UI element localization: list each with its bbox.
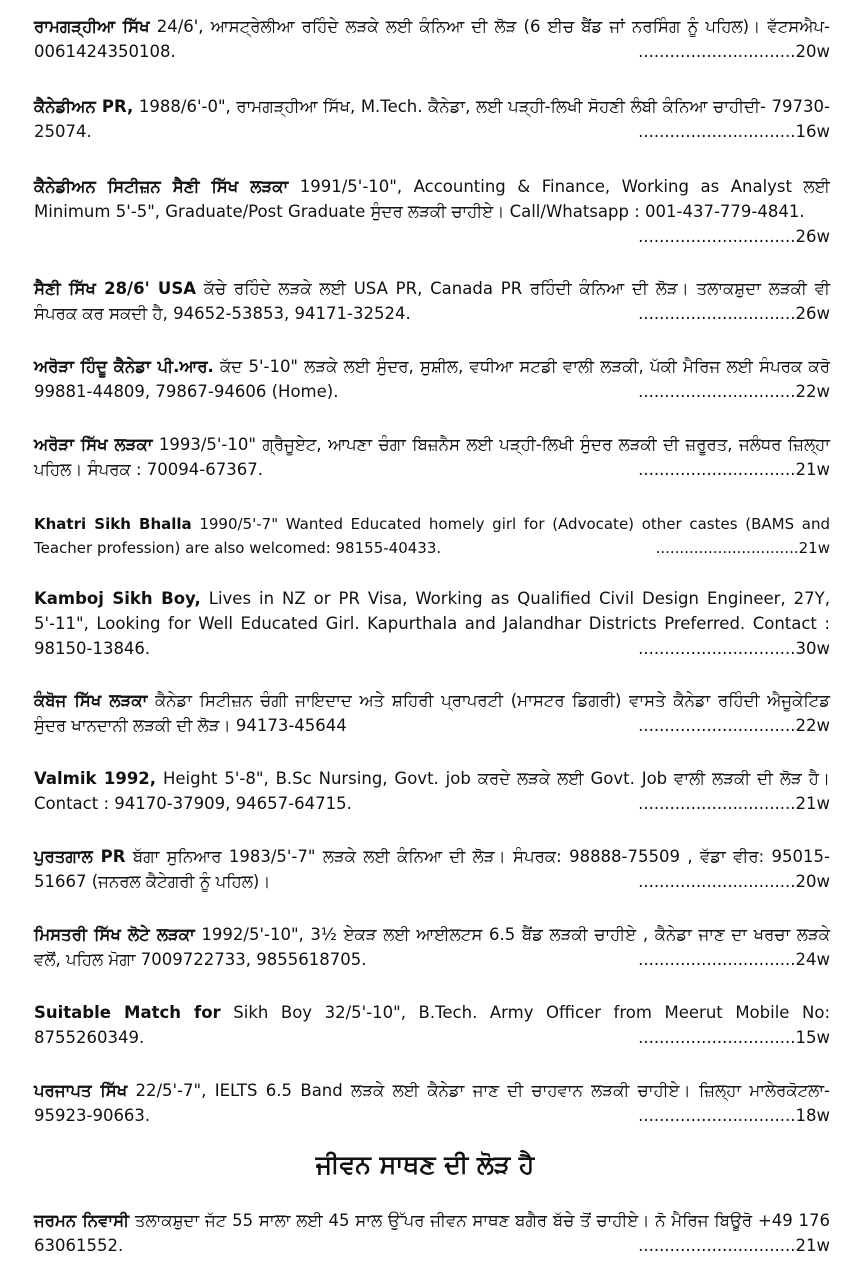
ad-body: ਕੱਚੇ ਰਹਿੰਦੇ ਲੜਕੇ ਲਈ USA PR, Canada PR ਰਹਿੰਦੀ ਕੰਨਿਆ ਦੀ ਲੋੜ। ਤਲਾਕਸ਼ੁਦਾ ਲੜਕੀ ਵੀ ਸੰਪਰਕ ਕਰ ਸਕਦੀ ਹੈ, 94652-53853, 94171-32524. <box>34 279 831 323</box>
ad-kamboj-sikh-boy <box>34 586 830 661</box>
ad-body: ਕੈਨੇਡਾ ਸਿਟੀਜ਼ਨ ਚੰਗੀ ਜਾਇਦਾਦ ਅਤੇ ਸ਼ਹਿਰੀ ਪ੍ਰਾਪਰਟੀ (ਮਾਸਟਰ ਡਿਗਰੀ) ਵਾਸਤੇ ਕੈਨੇਡਾ ਰਹਿੰਦੀ ਐਜੂਕੇਟਿਡ ਸੁੰਦਰ ਖਾਨਦਾਨੀ ਲੜਕੀ ਦੀ ਲੋੜ। 94173-45644 <box>34 691 830 735</box>
ad-head: Khatri Sikh Bhalla <box>34 515 192 533</box>
word-count: ..............................21w <box>655 539 830 557</box>
ad-head: Suitable Match for <box>34 1003 221 1022</box>
word-count: ..............................21w <box>638 460 830 479</box>
ad-body: 1993/5'-10" ਗ੍ਰੈਜੂਏਟ, ਆਪਣਾ ਚੰਗਾ ਬਿਜ਼ਨੈਸ ਲਈ ਪੜ੍ਹੀ-ਲਿਖੀ ਸੁੰਦਰ ਲੜਕੀ ਦੀ ਜ਼ਰੂਰਤ, ਜਲੰਧਰ ਜ਼ਿਲ੍ਹਾ ਪਹਿਲ। ਸੰਪਰਕ : 70094-67367. <box>34 435 830 479</box>
ad-head: ਮਿਸਤਰੀ ਸਿੱਖ ਲੋਟੇ ਲੜਕਾ <box>34 925 195 944</box>
ad-body: 1988/6'-0", ਰਾਮਗੜ੍ਹੀਆ ਸਿੱਖ, M.Tech. ਕੈਨੇਡਾ, ਲਈ ਪੜ੍ਹੀ-ਲਿਖੀ ਸੋਹਣੀ ਲੰਬੀ ਕੰਨਿਆ ਚਾਹੀਦੀ- 79730-25074. <box>34 97 830 141</box>
ad-german-resident <box>34 1208 830 1258</box>
ad-head: ਕੈਨੇਡੀਅਨ ਸਿਟੀਜ਼ਨ ਸੈਣੀ ਸਿੱਖ ਲੜਕਾ <box>34 177 289 196</box>
ad-head: ਕੰਬੋਜ ਸਿੱਖ ਲੜਕਾ <box>34 691 148 710</box>
ad-text <box>34 174 830 224</box>
word-count: ..............................22w <box>638 382 830 401</box>
ad-suitable-match <box>34 1000 830 1050</box>
word-count: ..............................22w <box>638 716 830 735</box>
ad-head: ਜਰਮਨ ਨਿਵਾਸੀ <box>34 1211 130 1230</box>
ad-khatri-sikh <box>34 512 830 560</box>
ad-body: Lives in NZ or PR Visa, Working as Qualified Civil Design Engineer, 27Y, 5'-11", Looking for Well Educated Girl. Kapurthala and Jalandhar Districts Preferred. Contact : 98150-13846. <box>34 589 830 658</box>
ad-head: ਪੁਰਤਗਾਲ PR <box>34 847 126 866</box>
ad-head: Valmik 1992, <box>34 769 157 788</box>
ad-body: 22/5'-7", IELTS 6.5 Band ਲੜਕੇ ਲਈ ਕੈਨੇਡਾ ਜਾਣ ਦੀ ਚਾਹਵਾਨ ਲੜਕੀ ਚਾਹੀਏ। ਜ਼ਿਲ੍ਹਾ ਮਾਲੇਰਕੋਟਲਾ- 95923-90663. <box>34 1081 831 1125</box>
ad-body: 1991/5'-10", Accounting & Finance, Working as Analyst ਲਈ Minimum 5'-5", Graduate/Post Graduate ਸੁੰਦਰ ਲੜਕੀ ਚਾਹੀਏ। Call/Whatsapp : 001-437-779-4841. <box>34 177 830 221</box>
ad-body: Sikh Boy 32/5'-10", B.Tech. Army Officer from Meerut Mobile No: 8755260349. <box>34 1003 830 1047</box>
ad-kamboj-sikh-canada <box>34 688 830 738</box>
word-count: ..............................30w <box>638 639 830 658</box>
word-count: ..............................15w <box>638 1028 830 1047</box>
ad-mistri-sikh <box>34 922 830 972</box>
ad-head: ਅਰੋੜਾ ਹਿੰਦੂ ਕੈਨੇਡਾ ਪੀ.ਆਰ. <box>34 357 214 376</box>
word-count: ..............................18w <box>638 1106 830 1125</box>
ad-body: 1990/5'-7" Wanted Educated homely girl for (Advocate) other castes (BAMS and Teacher profession) are also welcomed: 98155-40433. <box>34 515 830 557</box>
ad-body: ਕੱਦ 5'-10" ਲੜਕੇ ਲਈ ਸੁੰਦਰ, ਸੁਸ਼ੀਲ, ਵਧੀਆ ਸਟਡੀ ਵਾਲੀ ਲੜਕੀ, ਪੱਕੀ ਮੈਰਿਜ ਲਈ ਸੰਪਰਕ ਕਰੋ 99881-44809, 79867-94606 (Home). <box>34 357 830 401</box>
ad-ramgarhia-sikh <box>34 14 830 64</box>
ad-parjapat-sikh <box>34 1078 830 1128</box>
ad-body: 1992/5'-10", 3½ ਏਕੜ ਲਈ ਆਈਲਟਸ 6.5 ਬੈਂਡ ਲੜਕੀ ਚਾਹੀਏ , ਕੈਨੇਡਾ ਜਾਣ ਦਾ ਖਰਚਾ ਲੜਕੇ ਵਲੋਂ, ਪਹਿਲ ਮੋਗਾ 7009722733, 9855618705. <box>34 925 830 969</box>
word-count: ..............................16w <box>638 122 830 141</box>
ad-head: ਸੈਣੀ ਸਿੱਖ 28/6' USA <box>34 279 196 298</box>
ad-arora-hindu <box>34 354 830 404</box>
ad-portugal-pr <box>34 844 830 894</box>
ad-body: ਬੱਗਾ ਸੁਨਿਆਰ 1983/5'-7" ਲੜਕੇ ਲਈ ਕੰਨਿਆ ਦੀ ਲੋੜ। ਸੰਪਰਕ: 98888-75509 , ਵੱਡਾ ਵੀਰ: 95015-51667 (ਜਨਰਲ ਕੈਟੇਗਰੀ ਨੂੰ ਪਹਿਲ)। <box>34 847 830 891</box>
word-count: ..............................20w <box>638 872 830 891</box>
word-count: ..............................21w <box>638 1236 830 1255</box>
word-count: ..............................26w <box>638 227 830 246</box>
ad-head: ਪਰਜਾਪਤ ਸਿੱਖ <box>34 1081 128 1100</box>
section-heading: ਜੀਵਨ ਸਾਥਣ ਦੀ ਲੋੜ ਹੈ <box>315 1150 535 1179</box>
ad-canadian-pr <box>34 94 830 144</box>
ad-arora-sikh <box>34 432 830 482</box>
word-count: ..............................20w <box>638 42 830 61</box>
ad-head: ਰਾਮਗੜ੍ਹੀਆ ਸਿੱਖ <box>34 17 150 36</box>
ad-body: Height 5'-8", B.Sc Nursing, Govt. job ਕਰਦੇ ਲੜਕੇ ਲਈ Govt. Job ਵਾਲੀ ਲੜਕੀ ਦੀ ਲੋੜ ਹੈ। Contact : 94170-37909, 94657-64715. <box>34 769 830 813</box>
ad-saini-sikh-usa <box>34 276 830 326</box>
ad-body: 24/6', ਆਸਟ੍ਰੇਲੀਆ ਰਹਿੰਦੇ ਲੜਕੇ ਲਈ ਕੰਨਿਆ ਦੀ ਲੋੜ (6 ਈਚ ਬੈਂਡ ਜਾਂ ਨਰਸਿੰਗ ਨੂੰ ਪਹਿਲ)। ਵੱਟਸਐਪ- 0061424350108. <box>34 17 831 61</box>
ad-head: ਅਰੋੜਾ ਸਿੱਖ ਲੜਕਾ <box>34 435 153 454</box>
ad-head: Kamboj Sikh Boy, <box>34 589 201 608</box>
word-count: ..............................21w <box>638 794 830 813</box>
ad-valmik <box>34 766 830 816</box>
ad-canadian-citizen-saini <box>34 174 830 249</box>
word-count: ..............................24w <box>638 950 830 969</box>
ad-body: ਤਲਾਕਸ਼ੁਦਾ ਜੱਟ 55 ਸਾਲਾ ਲਈ 45 ਸਾਲ ਉੱਪਰ ਜੀਵਨ ਸਾਥਣ ਬਗੈਰ ਬੱਚੇ ਤੋਂ ਚਾਹੀਏ। ਨੋ ਮੈਰਿਜ ਬਿਊਰੋ +49 176 63061552. <box>34 1211 830 1255</box>
ad-head: ਕੈਨੇਡੀਅਨ PR, <box>34 97 134 116</box>
word-count: ..............................26w <box>638 304 830 323</box>
